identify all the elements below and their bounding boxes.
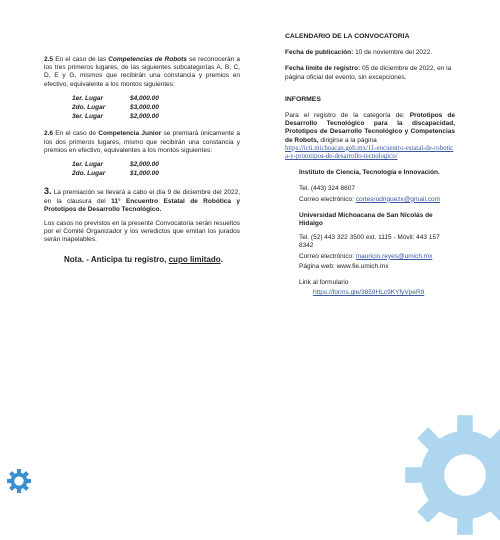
publication-date-value: 10 de noviembre del 2022. [353,49,433,57]
calendar-heading: CALENDARIO DE LA CONVOCATORIA [285,33,410,40]
prize-amount: $2,000.00 [130,161,159,169]
clause-3 [44,187,240,214]
prize-amount: $3,000.00 [130,104,159,112]
form-label: Link al formulario [299,279,349,287]
prize-table-robots [72,95,159,123]
institution-email [299,253,455,261]
gear-icon [6,468,32,494]
note-text: Nota. - Anticipa tu registro, [64,254,169,264]
clause-text: se premiará únicamente a los dos primeros lugares, mismo que recibirán una constancia y premios en efectivo, equivalentes a los montos siguientes: [44,130,240,154]
table-row [72,113,159,122]
table-row [72,104,159,113]
email-link[interactable]: cortesrodriguezx@gmail.com [355,195,440,203]
clause-2-6 [44,130,240,155]
institution-name: Instituto de Ciencia, Tecnología e Innovación. [299,169,440,177]
info-text: Para el registro de la categoría de: [285,112,410,120]
table-row [72,161,159,170]
prize-place: 2do. Lugar [72,170,106,178]
publication-date [285,49,455,57]
contact-icti [285,169,455,204]
informes-heading: INFORMES [285,95,321,103]
note-underlined: cupo limitado [168,254,221,264]
clause-2-5 [44,56,240,89]
event-page-link-wrap [285,145,455,161]
clause-emphasis: 11° Encuentro Estatal de Robótica y Prototipos de Desarrollo Tecnológico. [44,197,240,213]
table-row [72,170,159,179]
prize-amount: $4,000.00 [130,94,159,102]
form-section [285,279,455,297]
prize-place: 1er. Lugar [72,94,104,102]
info-text: dirigirse a la página [318,136,377,144]
publication-date-label: Fecha de publicación: [285,49,354,57]
registration-deadline [285,65,455,81]
email-label: Correo electrónico: [299,195,356,203]
clause-text: En el caso de las [53,56,109,63]
clause-text: En el caso de [53,130,99,138]
note-end: . [220,254,223,264]
institution-website: Página web: www.fie.umich.mx [299,262,389,270]
registration-info [285,112,455,145]
email-label: Correo electrónico: [299,252,356,260]
institution-phone: Tel. (52) 443 322 3500 ext. 1115 - Móvil: 443 157 8342 [299,234,440,250]
prize-place: 1er. Lugar [72,161,104,169]
clause-number: 3. [44,186,52,197]
email-link[interactable]: mauricio.reyes@umich.mx [355,252,433,260]
prize-place: 2do. Lugar [72,104,106,112]
clause-emphasis: Competencias de Robots [108,56,187,63]
form-link[interactable]: https://forms.gle/3859HLc9KYfyVpeR9 [313,289,425,297]
clause-text: se reconocerán a los tres primeros lugares, de las siguientes subcategorías A, B, C, D, E y G, mismos que recibirán una constancia y premios en efectivo, equivalente a los montos siguientes: [44,56,240,88]
institution-email [299,196,455,204]
registration-deadline-value: 05 de diciembre de 2022, en la página oficial del evento, sin excepciones. [285,65,452,81]
right-column [285,33,455,299]
event-page-link[interactable]: https://icti.michoacan.gob.mx/11-encuentro-estatal-de-robotica-y-prototipos-de-desarrollo-tecnologico/ [285,144,454,161]
contact-umsnh [285,212,455,271]
form-link-wrap [299,289,455,297]
institution-name: Universidad Michoacana de San Nicolás de Hidalgo [299,211,433,228]
registration-deadline-label: Fecha límite de registro: [285,65,361,73]
institution-phone: Tel. (443) 324 8607 [299,185,356,193]
clause-number: 2.5 [44,56,54,63]
registration-note [64,255,240,265]
table-row [72,95,159,104]
clause-number: 2.6 [44,130,54,138]
prize-amount: $1,000.00 [130,170,159,178]
prize-amount: $2,000.00 [130,113,159,121]
prize-place: 3er. Lugar [72,113,104,121]
gear-watermark-icon [400,410,500,540]
left-column [44,56,240,265]
info-categories: Prototipos de Desarrollo Tecnológico para la discapacidad, Prototipos de Desarrollo Tecnológico y Competencias de Robots, [285,112,456,144]
clause-text: La premiación se llevará a cabo el día 9 de diciembre del 2022, en la clausura del [44,189,240,205]
prize-table-junior [72,161,159,179]
clause-emphasis: Competencia Junior [98,130,162,138]
unforeseen-cases-paragraph: Los casos no previstos en la presente Convocatoria serán resueltos por el Comité Organizador y los veredictos que emitan los jurados serán inapelables. [44,220,240,244]
